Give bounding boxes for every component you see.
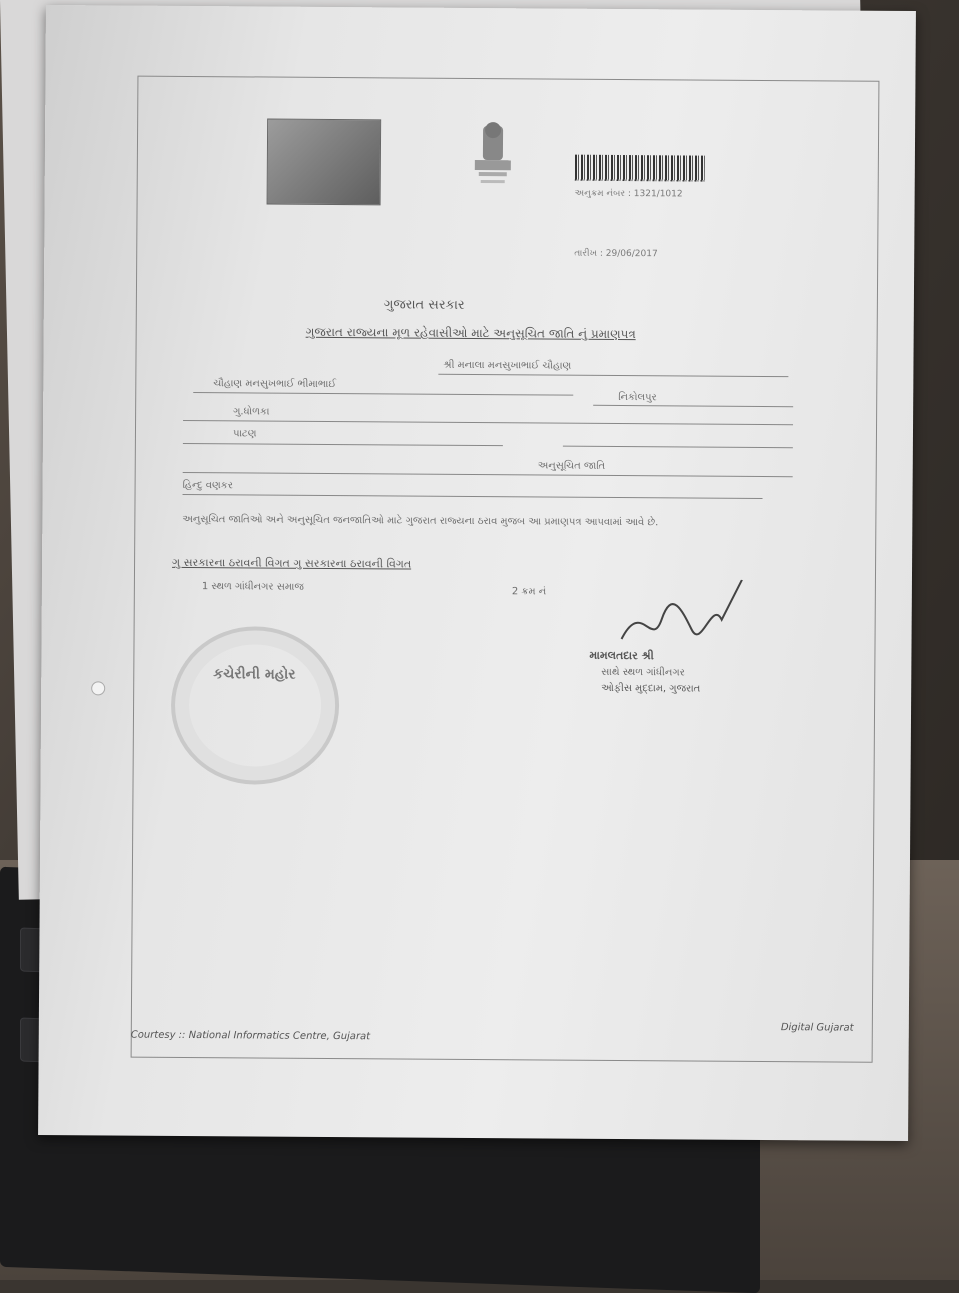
government-title: ગુજરાત સરકાર — [383, 297, 465, 313]
name-field: શ્રી મનાલા મનસુખાભાઈ ચૌહાણ — [443, 359, 572, 372]
note-item: 1 સ્થળ ગાંધીનગર સમાજ — [201, 581, 304, 593]
caste-field: અનુસૂચિત જાતિ — [537, 460, 606, 472]
resolution-note: ગુ સરકારના ઠરાવની વિગત ગુ સરકારના ઠરાવની વિગત — [172, 555, 412, 571]
district-field: પાટણ — [232, 428, 257, 440]
note-item: 2 ક્રમ નં — [511, 586, 547, 598]
office-seal — [171, 626, 340, 785]
village-field: ગુ.ધોળકા — [233, 406, 270, 418]
applicant-photo — [267, 119, 382, 206]
certificate-title: ગુજરાત રાજ્યના મૂળ રહેવાસીઓ માટે અનુસૂચિત જાતિ નું પ્રમાણપત્ર — [305, 324, 636, 342]
signatory-office: સાથે સ્થળ ગાંધીનગર — [601, 666, 685, 679]
punch-hole — [91, 681, 105, 695]
caste-class-field: હિન્દુ વણકર — [182, 479, 233, 492]
ref-label: અનુક્રમ નંબર : — [574, 188, 631, 200]
certificate-paragraph: અનુસૂચિત જાતિઓ અને અનુસૂચિત જનજાતિઓ માટે ગુજરાત રાજ્યના ઠરાવ મુજબ આ પ્રમાણપત્ર આપવામાં આવે છે. — [182, 513, 659, 529]
taluka-field: નિકોલપુર — [618, 391, 657, 404]
issue-date: 29/06/2017 — [605, 248, 658, 260]
national-emblem-icon — [465, 120, 522, 198]
issue-date-row — [574, 249, 658, 260]
signature-icon — [601, 579, 762, 660]
signatory-title: મામલતદાર શ્રી — [589, 648, 654, 663]
footer-courtesy: Courtesy :: National Informatics Centre, Gujarat — [130, 1029, 371, 1043]
ref-number-row — [575, 189, 683, 200]
ref-number: 1321/1012 — [633, 189, 683, 200]
father-name-field: ચૌહાણ મનસુખભાઈ ભીમાભાઈ — [213, 378, 337, 391]
seal-text: કચેરીની મહોર — [213, 666, 296, 683]
signatory-location: ઓફીસ મુદ્દામ, ગુજરાત — [601, 682, 701, 695]
certificate-sheet — [38, 5, 916, 1141]
barcode — [575, 155, 705, 182]
footer-brand: Digital Gujarat — [780, 1022, 854, 1034]
date-label: તારીખ : — [574, 248, 603, 259]
